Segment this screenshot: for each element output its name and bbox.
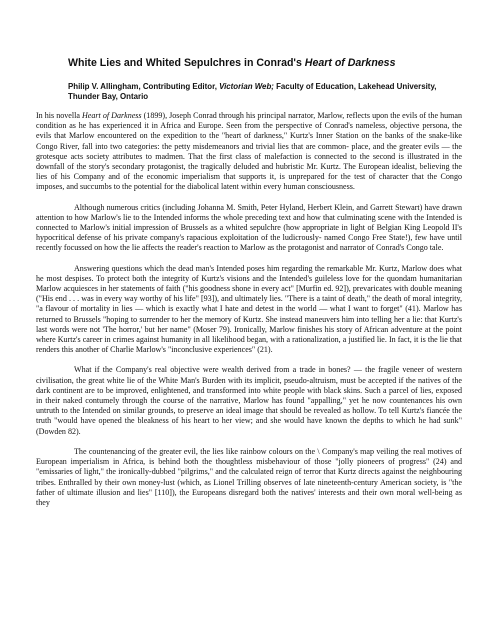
paragraph-1-work-title: Heart of Darkness (81, 111, 142, 120)
article-body (36, 111, 462, 508)
paragraph-5: The countenancing of the greater evil, the lies like rainbow colours on the \ Company's map veiling the real motives of European imperialism in Africa, is behind both the thoughtless misbehaviour of those "jolly pioneers of progress" (24) and "emissaries of light," the ironically-dubbed "pilgrims," and the calculated reign of terror that Kurtz directs against the neighbouring tribes. Enthralled by their own money-lust (which, as Lionel Trilling observes of late nineteenth-century American society, is "the father of ultimate illusion and lies" [110]), the Europeans disregard both the natives' interests and their own moral well-being as they (36, 446, 462, 507)
article-title (68, 57, 448, 70)
paragraph-4: What if the Company's real objective were wealth derived from a trade in bones? — the fragile veneer of western civilisation, the great white lie of the White Man's Burden with its implicit, pseudo-altruism, must be accepted if the natives of the dark continent are to be improved, enlightened, and transformed into white people with black skins. Such a parcel of lies, exposed in their naked contumely through the course of the narrative, Marlow has found "appalling," yet he now countenances his own untruth to the Intended on similar grounds, to preserve an ideal image that should be revealed as hollow. To tell Kurtz's fiancée the truth "would have opened the bleakness of his heart to her view; and she would have known the depths to which he had sunk" (Dowden 82). (36, 365, 462, 436)
paragraph-2: Although numerous critics (including Johanna M. Smith, Peter Hyland, Herbert Klein, and Garrett Stewart) have drawn attention to how Marlow's lie to the Intended informs the whole preceding text and how that culminating scene with the Intended is connected to Marlow's initial impression of Brussels as a whited sepulchre (how appropriate in light of Belgian King Leopold II's hypocritical defense of his private company's rapacious exploitation of the ludicrously- named Congo Free State!), few have until recently focussed on how the lie affects the reader's reaction to Marlow as the protagonist and narrator of Conrad's Congo tale. (36, 202, 462, 253)
byline-affiliation: Faculty of Education, Lakehead University, Thunder Bay, Ontario (68, 82, 437, 101)
article-title-work: Heart of Darkness (304, 57, 396, 69)
paragraph-1-start: In his novella (36, 111, 82, 120)
paragraph-1-rest: (1899), Joseph Conrad through his principal narrator, Marlow, reflects upon the evils of the human condition as he has experienced it in Africa and Europe. Seen from the perspective of Conrad's nameless, objective persona, the evils that Marlow encountered on the expedition to the "heart of darkness," Kurtz's Inner Station on the banks of the snake-like Congo River, fall into two categories: the petty misdemeanors and trivial lies that are common- place, and the greater evils — the grotesque acts society attributes to madmen. That the first class of malefaction is connected to the second is illustrated in the downfall of the story's secondary protagonist, the tragically deluded and hubristic Mr. Kurtz. The European idealist, believing the lies of his Company and of the economic imperialism that supports it, is unprepared for the test of character that the Congo imposes, and succumbs to the potential for the diabolical latent within every human consciousness. (36, 111, 462, 192)
byline-journal: Victorian Web; (219, 82, 274, 91)
paragraph-3: Answering questions which the dead man's Intended poses him regarding the remarkable Mr. Kurtz, Marlow does what he most despises. To protect both the integrity of Kurtz's visions and the Intended's guileless love for the quondam humanitarian Marlow acquiesces in her statements of faith ("his goodness shone in every act" [Murfin ed. 92]), prevaricates with double meaning ("His end . . . was in every way worthy of his life" [93]), and ultimately lies. "There is a taint of death," the death of moral integrity, "a flavour of mortality in lies — which is exactly what I hate and detest in the world — what I want to forget" (41). Marlow has returned to Brussels "hoping to surrender to her the memory of Kurtz. She instead maneuvers him into telling her a lie: that Kurtz's last words were not 'The horror,' but her name" (Moser 79). Ironically, Marlow finishes his story of African adventure at the point where Kurtz's career in crimes against humanity in all likelihood began, with a rationalization, a justified lie. In fact, it is the lie that renders this another of Charlie Marlow's "inconclusive experiences" (21). (36, 263, 462, 355)
article-byline (68, 82, 438, 102)
byline-author: Philip V. Allingham, Contributing Editor, (68, 82, 220, 91)
paragraph-1 (36, 111, 462, 193)
article-title-main: White Lies and Whited Sepulchres in Conrad's (68, 57, 305, 69)
